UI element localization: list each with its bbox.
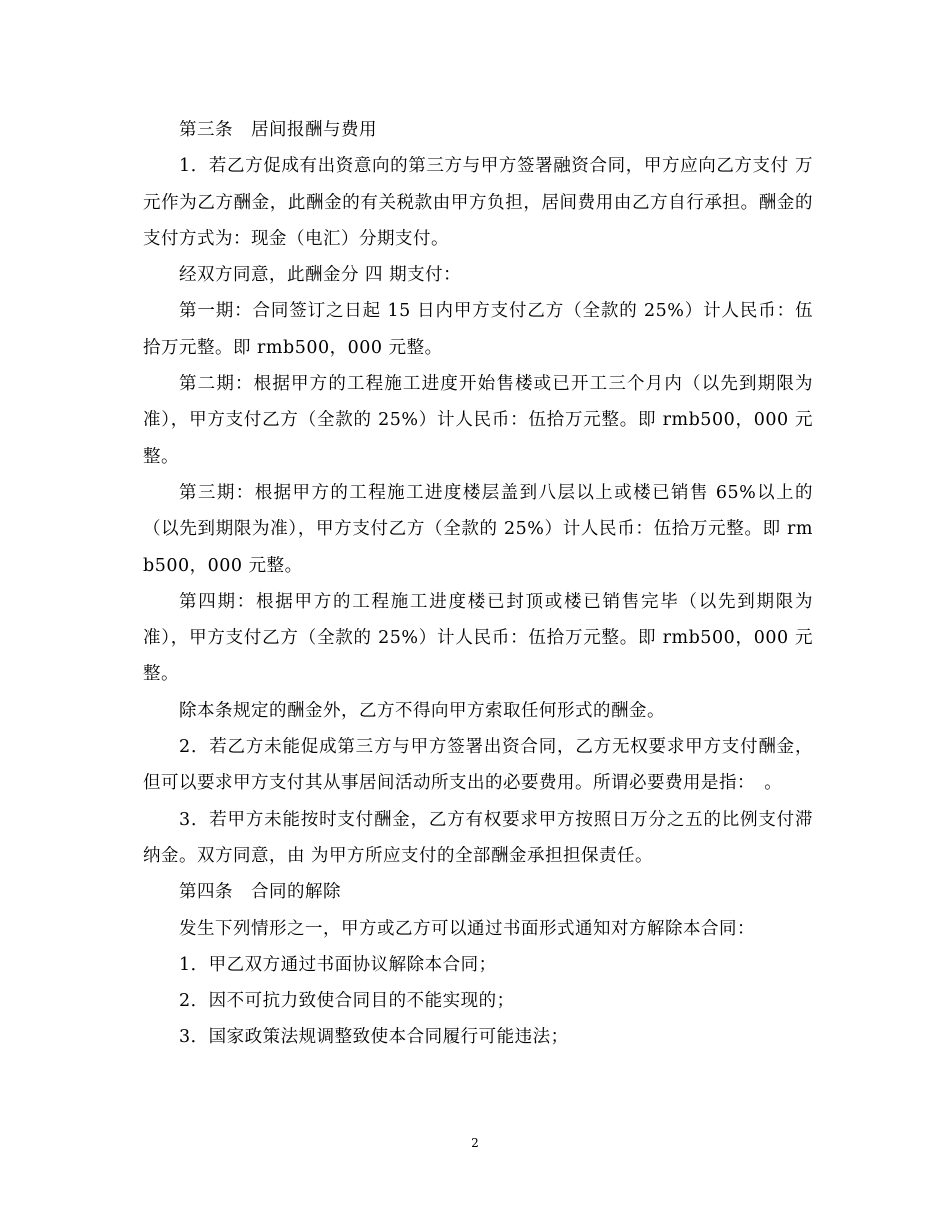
paragraph-installment-3: 第三期：根据甲方的工程施工进度楼层盖到八层以上或楼已销售 65%以上的（以先到期限为准），甲方支付乙方（全款的 25%）计人民币：伍拾万元整。即 rmb500，000 元整。 [143, 482, 813, 576]
paragraph-remuneration-clause-2: 2．若乙方未能促成第三方与甲方签署出资合同，乙方无权要求甲方支付酬金，但可以要求甲方支付其从事居间活动所支出的必要费用。所谓必要费用是指： 。 [143, 737, 813, 794]
page-number: 2 [471, 1136, 479, 1150]
paragraph-remuneration-clause-1: 1．若乙方促成有出资意向的第三方与甲方签署融资合同，甲方应向乙方支付 万元作为乙方酬金，此酬金的有关税款由甲方负担，居间费用由乙方自行承担。酬金的支付方式为：现金（电汇）分期支付。 [143, 156, 813, 249]
list-item-termination-3: 3．国家政策法规调整致使本合同履行可能违法； [179, 1027, 569, 1048]
paragraph-installment-1: 第一期：合同签订之日起 15 日内甲方支付乙方（全款的 25%）计人民币：伍拾万元整。即 rmb500，000 元整。 [143, 301, 813, 358]
document-body [143, 112, 813, 1056]
section-heading-article-3: 第三条 居间报酬与费用 [179, 120, 377, 140]
paragraph-installment-4: 第四期：根据甲方的工程施工进度楼已封顶或楼已销售完毕（以先到期限为准），甲方支付乙方（全款的 25%）计人民币：伍拾万元整。即 rmb500，000 元整。 [143, 591, 813, 685]
paragraph-remuneration-clause-3: 3．若甲方未能按时支付酬金，乙方有权要求甲方按照日万分之五的比例支付滞纳金。双方同意，由 为甲方所应支付的全部酬金承担担保责任。 [143, 809, 813, 866]
section-heading-article-4: 第四条 合同的解除 [179, 882, 341, 903]
paragraph-termination-intro: 发生下列情形之一，甲方或乙方可以通过书面形式通知对方解除本合同： [179, 918, 755, 939]
list-item-termination-1: 1．甲乙双方通过书面协议解除本合同； [179, 954, 497, 975]
list-item-termination-2: 2．因不可抗力致使合同目的不能实现的； [179, 991, 515, 1012]
paragraph-installments-intro: 经双方同意，此酬金分 四 期支付： [179, 265, 462, 286]
paragraph-installment-2: 第二期：根据甲方的工程施工进度开始售楼或已开工三个月内（以先到期限为准），甲方支付乙方（全款的 25%）计人民币：伍拾万元整。即 rmb500，000 元整。 [143, 374, 813, 467]
paragraph-no-other-remuneration: 除本条规定的酬金外，乙方不得向甲方索取任何形式的酬金。 [179, 700, 665, 721]
